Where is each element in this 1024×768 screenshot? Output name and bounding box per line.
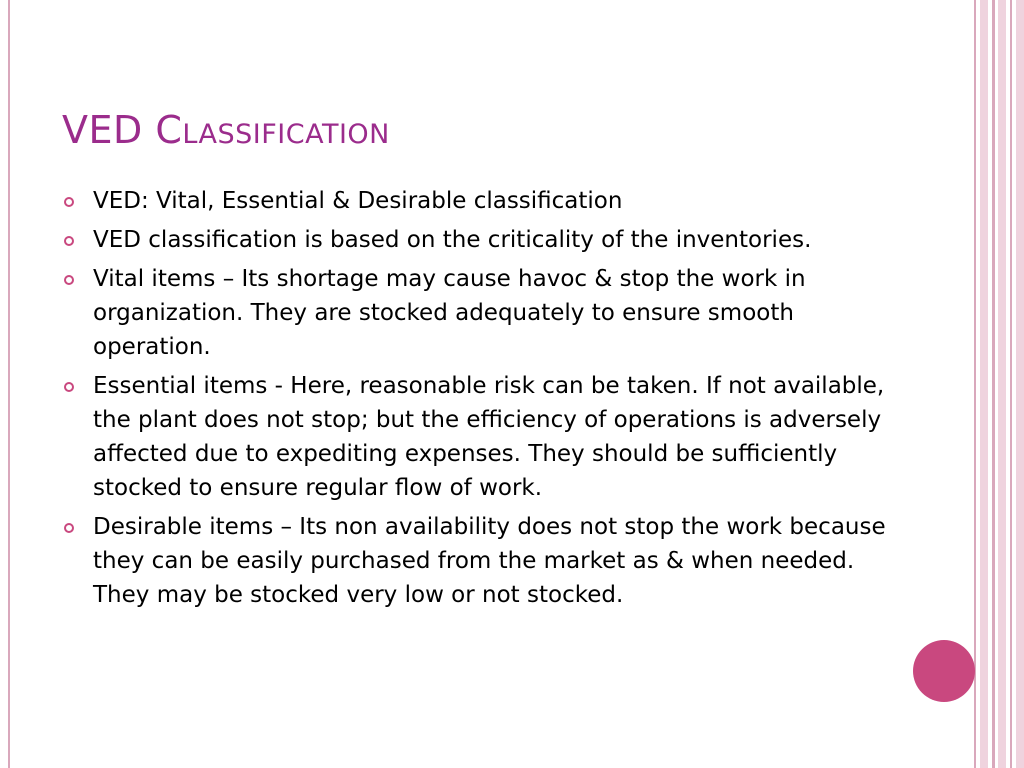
- bullet-item: [62, 262, 892, 364]
- bullet-text: VED classification is based on the criticality of the inventories.: [93, 227, 812, 253]
- stripe: [998, 0, 1006, 768]
- slide-title: VED Classification: [62, 108, 390, 152]
- bullet-item: [62, 369, 892, 505]
- stripe: [992, 0, 995, 768]
- circle-bullet-icon: [64, 523, 74, 533]
- stripe: [974, 0, 976, 768]
- decorative-circle: [913, 640, 975, 702]
- bullet-text: Vital items – Its shortage may cause havoc & stop the work in organization. They are stocked adequately to ensure smooth operation.: [93, 266, 806, 360]
- bullet-item: [62, 223, 892, 257]
- circle-bullet-icon: [64, 236, 74, 246]
- circle-bullet-icon: [64, 197, 74, 207]
- right-decorative-stripes: [974, 0, 1024, 768]
- bullet-list: [62, 184, 892, 617]
- bullet-item: [62, 510, 892, 612]
- stripe: [1010, 0, 1012, 768]
- left-border-line: [8, 0, 10, 768]
- circle-bullet-icon: [64, 275, 74, 285]
- bullet-text: Essential items - Here, reasonable risk can be taken. If not available, the plant does not stop; but the efficiency of operations is adversely affected due to expediting expenses. They should be sufficiently stocked to ensure regular flow of work.: [93, 373, 885, 501]
- bullet-text: VED: Vital, Essential & Desirable classification: [93, 188, 623, 214]
- bullet-item: [62, 184, 892, 218]
- bullet-text: Desirable items – Its non availability does not stop the work because they can be easily purchased from the market as & when needed. They may be stocked very low or not stocked.: [93, 514, 886, 608]
- stripe: [980, 0, 988, 768]
- stripe: [1016, 0, 1024, 768]
- circle-bullet-icon: [64, 382, 74, 392]
